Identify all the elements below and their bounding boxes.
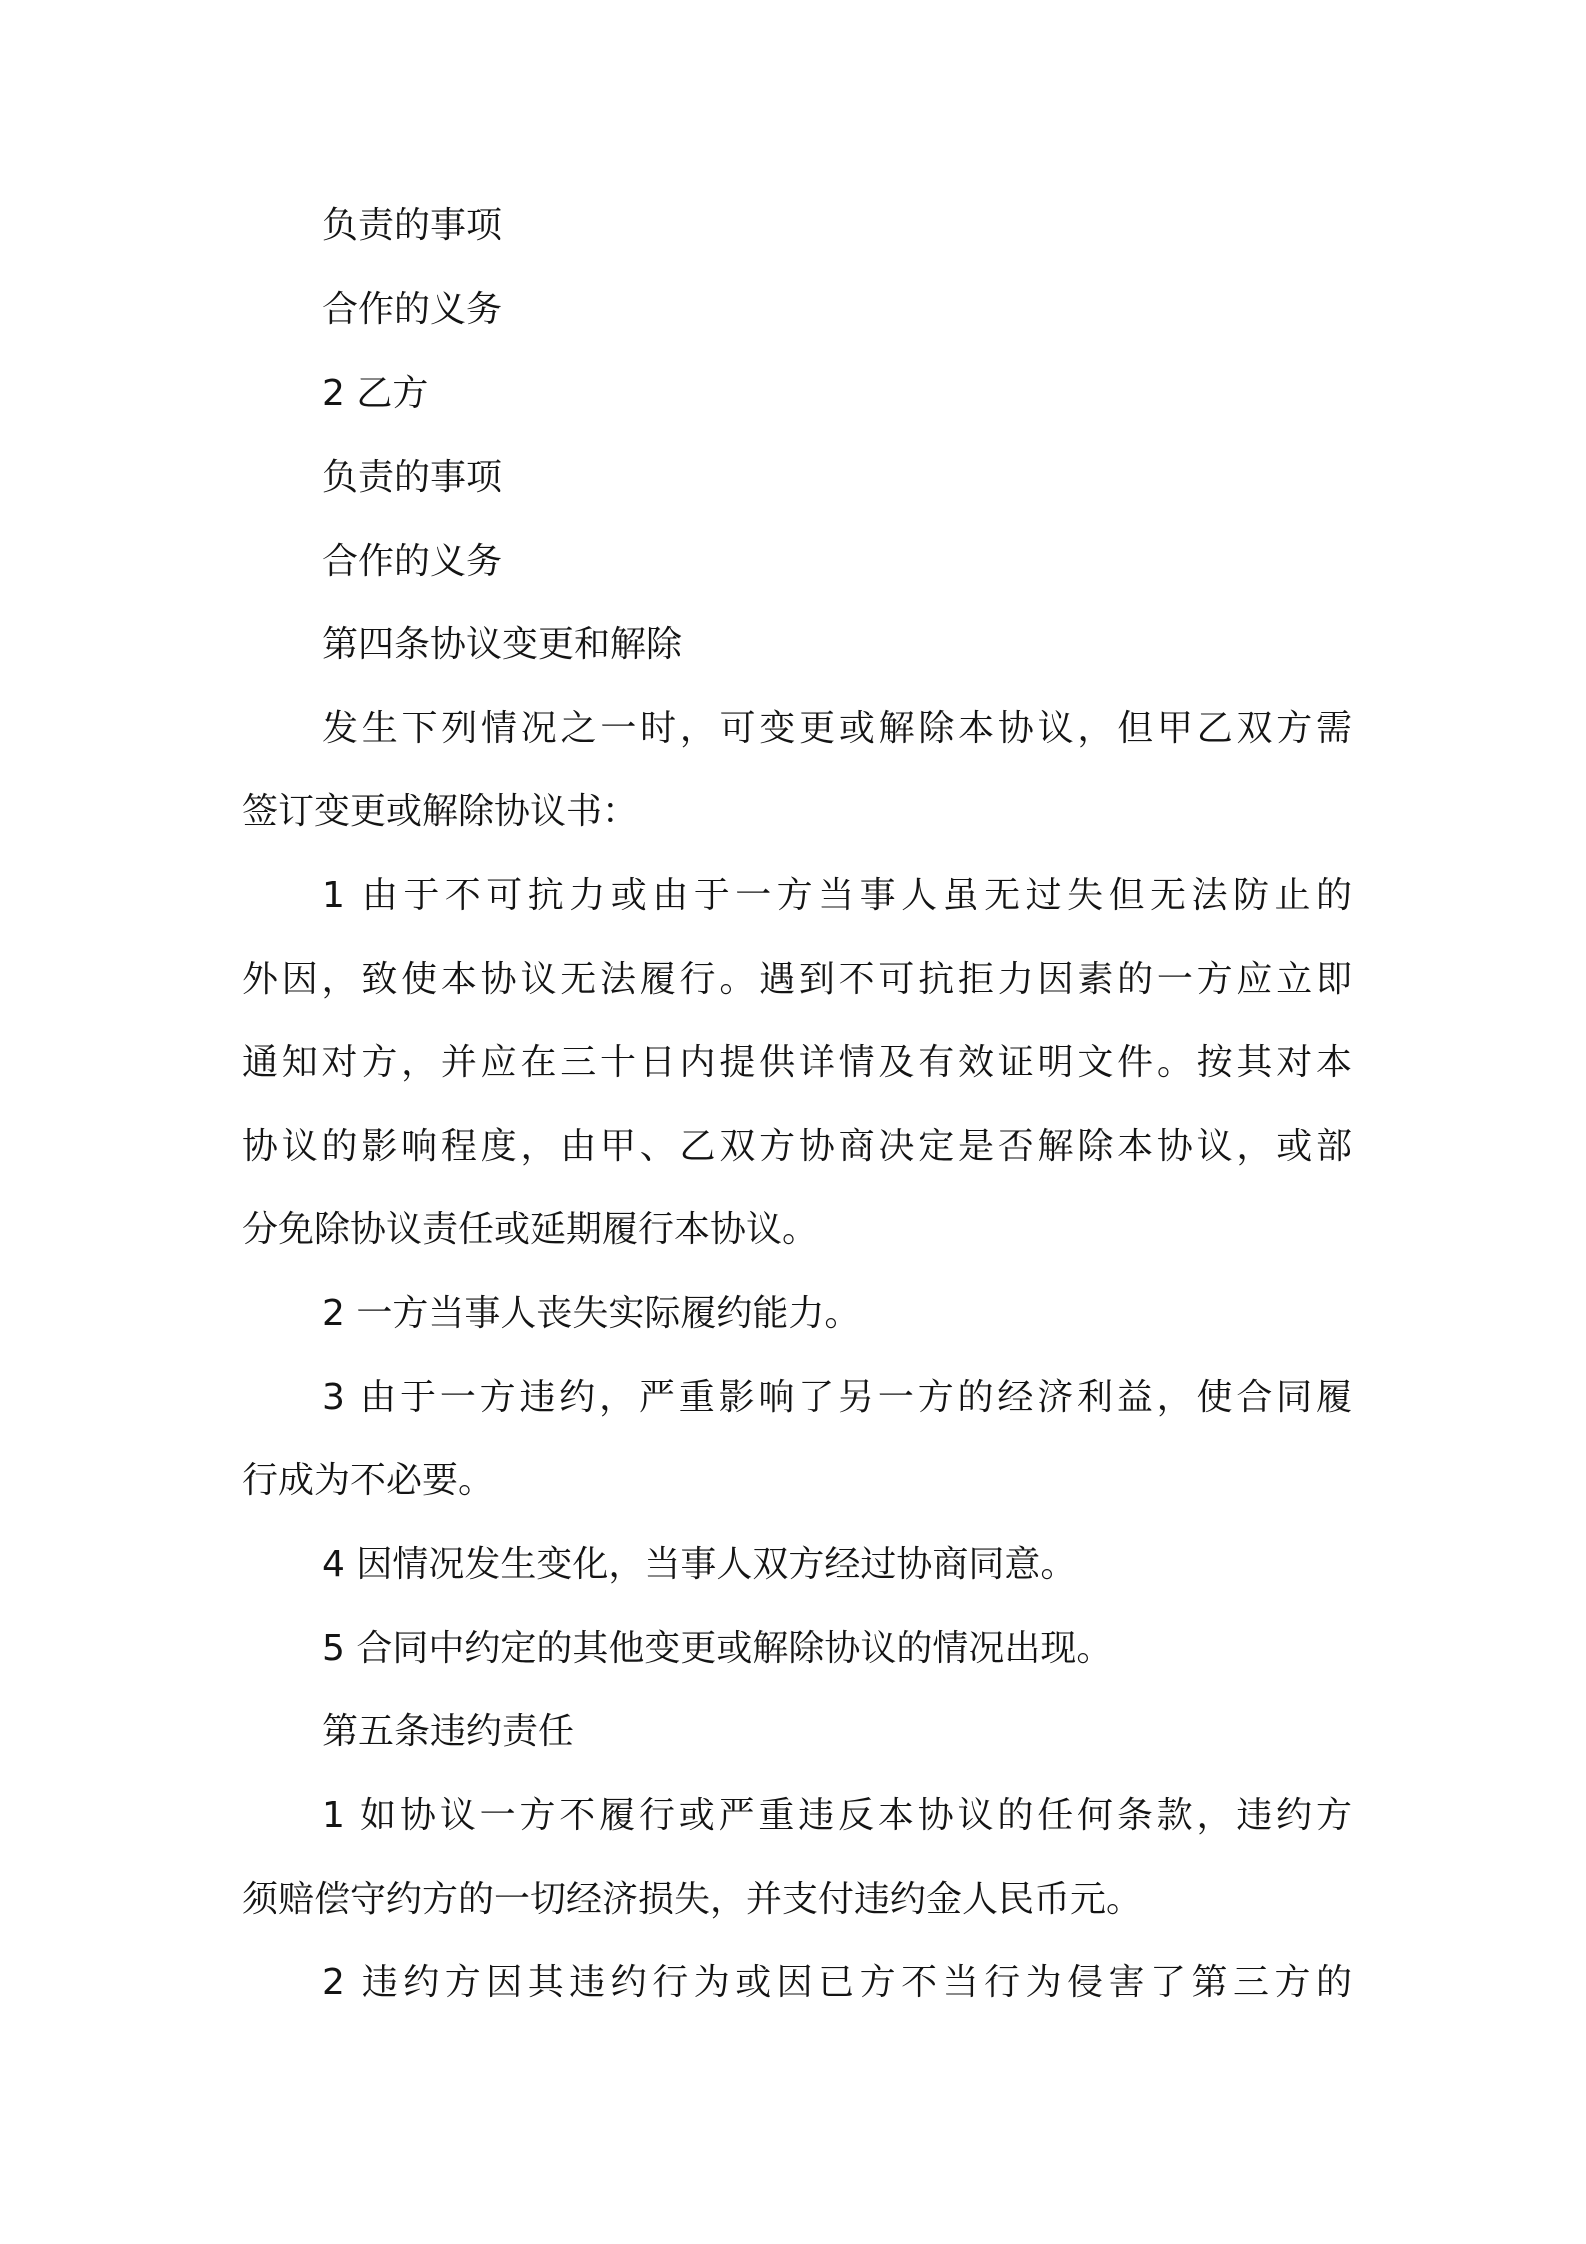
text-line: 合作的义务 [322,541,503,582]
text-line: 2 乙方 [322,373,429,414]
text-line: 负责的事项 [322,205,503,246]
text-line: 2 一方当事人丧失实际履约能力。 [322,1293,861,1334]
text-line: 负责的事项 [322,457,503,498]
text-line: 须赔偿守约方的一切经济损失，并支付违约金人民币元。 [242,1879,1143,1920]
text-line: 4 因情况发生变化，当事人双方经过协商同意。 [322,1544,1077,1585]
text-line: 3 由于一方违约，严重影响了另一方的经济利益，使合同履 [322,1377,1352,1418]
text-line: 协议的影响程度，由甲、乙双方协商决定是否解除本协议，或部 [242,1126,1352,1167]
text-line: 发生下列情况之一时，可变更或解除本协议，但甲乙双方需 [322,708,1352,749]
text-line: 第四条协议变更和解除 [322,624,683,665]
text-line: 1 由于不可抗力或由于一方当事人虽无过失但无法防止的 [322,875,1352,916]
text-line: 1 如协议一方不履行或严重违反本协议的任何条款，违约方 [322,1795,1352,1836]
text-line: 行成为不必要。 [242,1460,495,1501]
text-line: 5 合同中约定的其他变更或解除协议的情况出现。 [322,1628,1113,1669]
text-line: 签订变更或解除协议书： [242,791,639,832]
text-line: 外因，致使本协议无法履行。遇到不可抗拒力因素的一方应立即 [242,959,1352,1000]
text-line: 合作的义务 [322,289,503,330]
text-line: 第五条违约责任 [322,1711,575,1752]
text-line: 分免除协议责任或延期履行本协议。 [242,1209,819,1250]
text-line: 通知对方，并应在三十日内提供详情及有效证明文件。按其对本 [242,1042,1352,1083]
text-line: 2 违约方因其违约行为或因已方不当行为侵害了第三方的 [322,1962,1352,2003]
